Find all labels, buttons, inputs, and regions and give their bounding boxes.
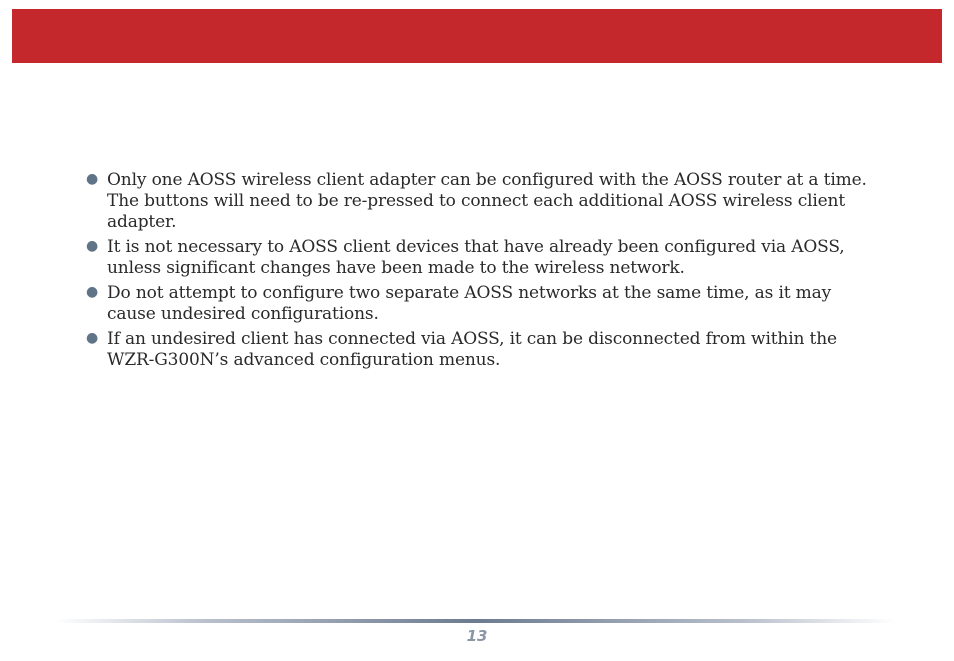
bullet-list bbox=[86, 170, 876, 375]
bullet-text: Do not attempt to configure two separate AOSS networks at the same time, as it may cause undesired configurations. bbox=[107, 283, 832, 324]
bullet-icon: ● bbox=[86, 171, 99, 187]
header-bar bbox=[12, 9, 942, 63]
list-item bbox=[86, 237, 876, 279]
list-item bbox=[86, 283, 876, 325]
page-number: 13 bbox=[466, 627, 488, 645]
list-item bbox=[86, 170, 876, 233]
bullet-text: It is not necessary to AOSS client devices that have already been configured via AOSS, unless significant changes have been made to the wireless network. bbox=[107, 237, 845, 278]
bullet-text: If an undesired client has connected via AOSS, it can be disconnected from within the WZR-G300N’s advanced configuration menus. bbox=[107, 329, 837, 370]
bullet-text: Only one AOSS wireless client adapter can be configured with the AOSS router at a time. The buttons will need to be re-pressed to connect each additional AOSS wireless client adapter. bbox=[107, 170, 867, 232]
bullet-icon: ● bbox=[86, 284, 99, 300]
list-item bbox=[86, 329, 876, 371]
bullet-icon: ● bbox=[86, 238, 99, 254]
bullet-icon: ● bbox=[86, 330, 99, 346]
footer-divider bbox=[55, 619, 895, 623]
